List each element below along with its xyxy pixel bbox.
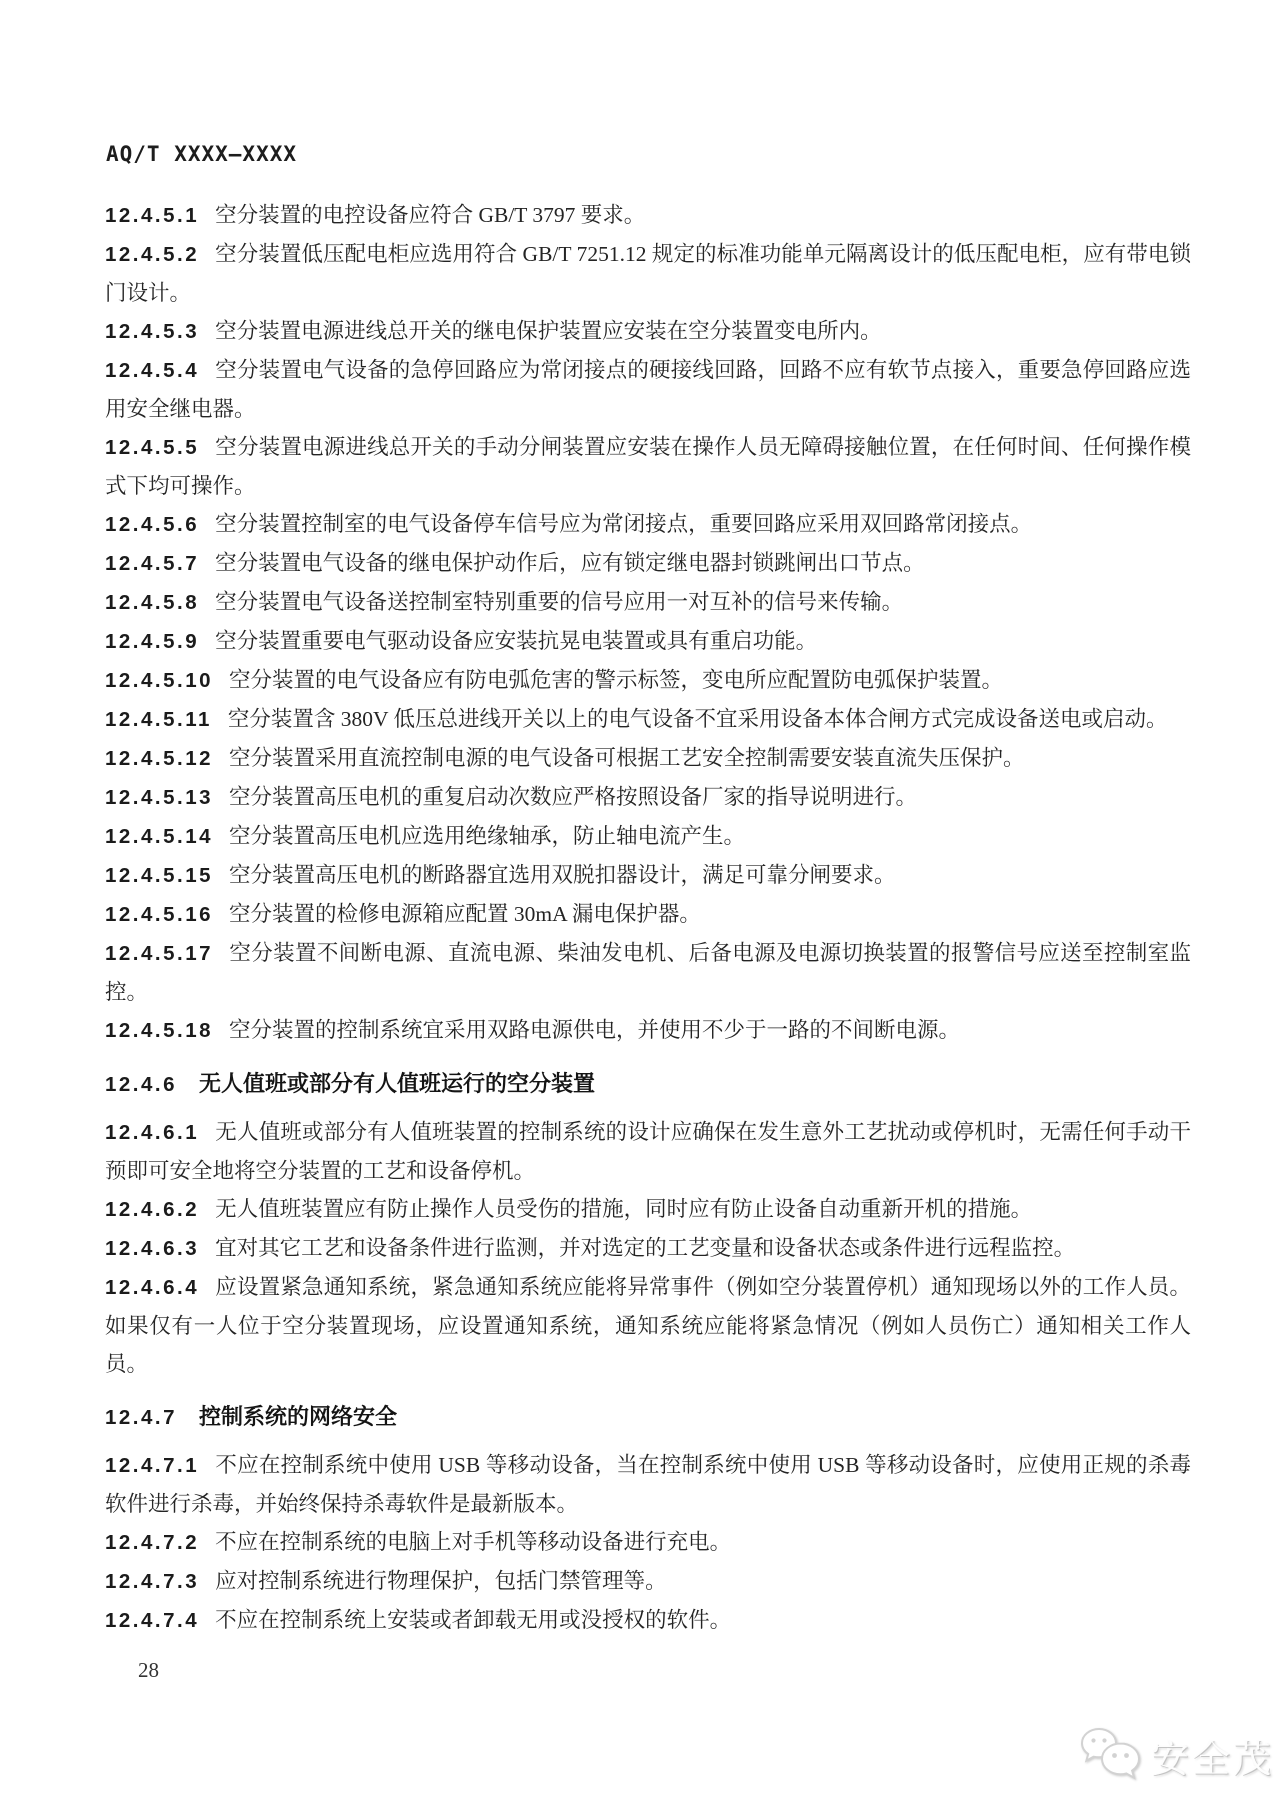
section-heading-text: 无人值班或部分有人值班运行的空分装置 (199, 1071, 596, 1096)
clause-paragraph (105, 1229, 1191, 1268)
clause-number: 12.4.5.11 (105, 708, 212, 731)
clause-number: 12.4.6 (105, 1073, 177, 1096)
clause-number: 12.4.6.1 (105, 1121, 200, 1144)
clause-paragraph (105, 1562, 1191, 1601)
clause-text: 空分装置低压配电柜应选用符合 GB/T 7251.12 规定的标准功能单元隔离设计的低压配电柜，应有带电锁门设计。 (105, 242, 1191, 305)
clause-text: 空分装置不间断电源、直流电源、柴油发电机、后备电源及电源切换装置的报警信号应送至控制室监控。 (105, 941, 1191, 1004)
clause-number: 12.4.5.5 (105, 436, 200, 459)
clause-number: 12.4.6.4 (105, 1276, 200, 1299)
clause-text: 空分装置采用直流控制电源的电气设备可根据工艺安全控制需要安装直流失压保护。 (229, 746, 1025, 770)
clause-paragraph (105, 895, 1191, 934)
clause-text: 应对控制系统进行物理保护，包括门禁管理等。 (215, 1569, 667, 1593)
clause-text: 空分装置高压电机应选用绝缘轴承，防止轴电流产生。 (229, 824, 746, 848)
clause-paragraph (105, 544, 1191, 583)
clause-text: 空分装置的电控设备应符合 GB/T 3797 要求。 (215, 203, 646, 227)
clause-text: 空分装置含 380V 低压总进线开关以上的电气设备不宜采用设备本体合闸方式完成设备送电或启动。 (227, 707, 1168, 731)
clause-text: 应设置紧急通知系统，紧急通知系统应能将异常事件（例如空分装置停机）通知现场以外的工作人员。如果仅有一人位于空分装置现场，应设置通知系统，通知系统应能将紧急情况（例如人员伤亡）通知相关工作人员。 (105, 1275, 1191, 1376)
clause-paragraph (105, 700, 1191, 739)
page-number: 28 (138, 1658, 159, 1682)
clause-text: 不应在控制系统的电脑上对手机等移动设备进行充电。 (215, 1530, 732, 1554)
document-body (105, 196, 1191, 1640)
clause-paragraph (105, 1190, 1191, 1229)
clause-text: 空分装置电源进线总开关的手动分闸装置应安装在操作人员无障碍接触位置，在任何时间、任何操作模式下均可操作。 (105, 435, 1191, 498)
clause-paragraph (105, 505, 1191, 544)
clause-text: 宜对其它工艺和设备条件进行监测，并对选定的工艺变量和设备状态或条件进行远程监控。 (215, 1236, 1076, 1260)
clause-paragraph (105, 196, 1191, 235)
clause-number: 12.4.7.3 (105, 1570, 200, 1593)
clause-paragraph (105, 1523, 1191, 1562)
clause-number: 12.4.5.15 (105, 864, 213, 887)
clause-number: 12.4.7.1 (105, 1454, 200, 1477)
clause-paragraph (105, 1011, 1191, 1050)
watermark (1078, 1726, 1274, 1784)
clause-paragraph (105, 661, 1191, 700)
clause-number: 12.4.5.6 (105, 513, 200, 536)
clause-paragraph (105, 622, 1191, 661)
clause-number: 12.4.5.2 (105, 243, 200, 266)
clause-text: 无人值班或部分有人值班装置的控制系统的设计应确保在发生意外工艺扰动或停机时，无需任何手动干预即可安全地将空分装置的工艺和设备停机。 (105, 1120, 1191, 1183)
clause-paragraph (105, 428, 1191, 505)
clause-paragraph (105, 1113, 1191, 1190)
clause-text: 空分装置高压电机的断路器宜选用双脱扣器设计，满足可靠分闸要求。 (229, 863, 896, 887)
clause-number: 12.4.5.1 (105, 204, 200, 227)
clause-number: 12.4.5.4 (105, 359, 200, 382)
clause-number: 12.4.7 (105, 1406, 177, 1429)
clause-number: 12.4.5.12 (105, 747, 213, 770)
clause-text: 无人值班装置应有防止操作人员受伤的措施，同时应有防止设备自动重新开机的措施。 (215, 1197, 1033, 1221)
clause-text: 空分装置的检修电源箱应配置 30mA 漏电保护器。 (229, 902, 701, 926)
clause-number: 12.4.5.10 (105, 669, 213, 692)
clause-paragraph (105, 739, 1191, 778)
clause-paragraph (105, 583, 1191, 622)
clause-number: 12.4.6.3 (105, 1237, 200, 1260)
clause-number: 12.4.5.17 (105, 942, 213, 965)
clause-paragraph (105, 934, 1191, 1011)
clause-text: 空分装置电气设备的继电保护动作后，应有锁定继电器封锁跳闸出口节点。 (215, 551, 925, 575)
clause-number: 12.4.5.18 (105, 1019, 213, 1042)
clause-text: 不应在控制系统中使用 USB 等移动设备，当在控制系统中使用 USB 等移动设备时，应使用正规的杀毒软件进行杀毒，并始终保持杀毒软件是最新版本。 (105, 1453, 1191, 1516)
clause-paragraph (105, 1268, 1191, 1383)
clause-paragraph (105, 312, 1191, 351)
clause-number: 12.4.7.4 (105, 1609, 200, 1632)
clause-paragraph (105, 856, 1191, 895)
clause-text: 空分装置的控制系统宜采用双路电源供电，并使用不少于一路的不间断电源。 (229, 1018, 961, 1042)
clause-paragraph (105, 235, 1191, 312)
section-heading-text: 控制系统的网络安全 (199, 1404, 398, 1429)
wechat-icon (1078, 1726, 1142, 1784)
clause-paragraph (105, 1601, 1191, 1640)
clause-number: 12.4.5.9 (105, 630, 200, 653)
clause-number: 12.4.5.8 (105, 591, 200, 614)
clause-number: 12.4.5.7 (105, 552, 200, 575)
clause-number: 12.4.6.2 (105, 1198, 200, 1221)
clause-text: 空分装置高压电机的重复启动次数应严格按照设备厂家的指导说明进行。 (229, 785, 918, 809)
clause-text: 空分装置重要电气驱动设备应安装抗晃电装置或具有重启功能。 (215, 629, 818, 653)
document-code-header: AQ/T XXXX—XXXX (106, 142, 298, 166)
clause-text: 空分装置控制室的电气设备停车信号应为常闭接点，重要回路应采用双回路常闭接点。 (215, 512, 1033, 536)
clause-text: 空分装置电气设备的急停回路应为常闭接点的硬接线回路，回路不应有软节点接入，重要急停回路应选用安全继电器。 (105, 358, 1191, 421)
clause-text: 空分装置电源进线总开关的继电保护装置应安装在空分装置变电所内。 (215, 319, 882, 343)
clause-text: 空分装置的电气设备应有防电弧危害的警示标签，变电所应配置防电弧保护装置。 (229, 668, 1004, 692)
clause-number: 12.4.5.16 (105, 903, 213, 926)
clause-paragraph (105, 1446, 1191, 1523)
clause-number: 12.4.5.13 (105, 786, 213, 809)
clause-number: 12.4.5.14 (105, 825, 213, 848)
clause-paragraph (105, 778, 1191, 817)
clause-paragraph (105, 817, 1191, 856)
clause-paragraph (105, 351, 1191, 428)
clause-text: 空分装置电气设备送控制室特别重要的信号应用一对互补的信号来传输。 (215, 590, 904, 614)
section-heading (105, 1398, 1191, 1437)
clause-number: 12.4.7.2 (105, 1531, 200, 1554)
watermark-label: 安全茂 (1151, 1738, 1275, 1781)
clause-number: 12.4.5.3 (105, 320, 200, 343)
section-heading (105, 1065, 1191, 1104)
clause-text: 不应在控制系统上安装或者卸载无用或没授权的软件。 (215, 1608, 732, 1632)
